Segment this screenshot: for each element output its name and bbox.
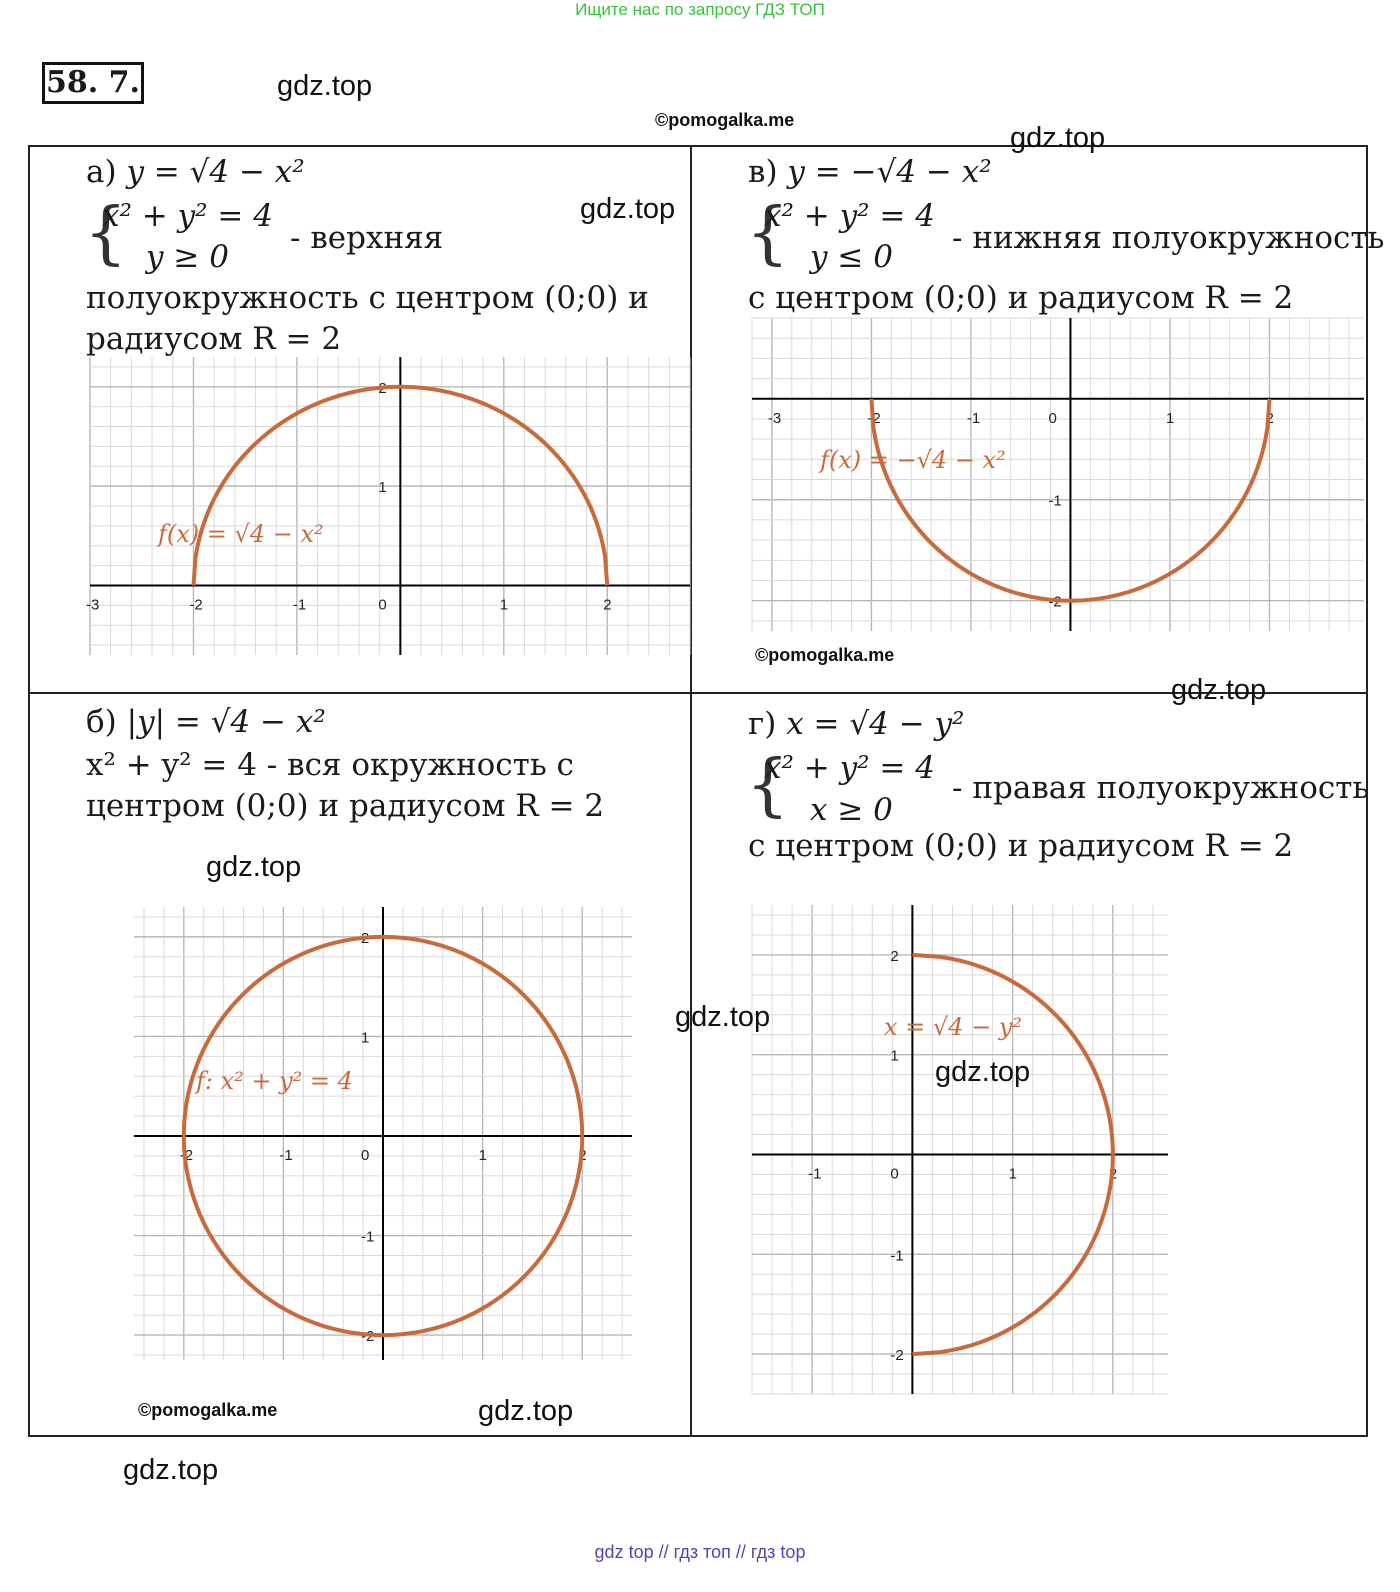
x-tick-label: -1 — [966, 409, 981, 427]
x-tick-label: 2 — [603, 596, 612, 614]
watermark: gdz.top — [277, 70, 373, 102]
x-tick-label: -1 — [808, 1165, 822, 1183]
graph-panel-d — [752, 905, 1168, 1394]
x-tick-label: -2 — [189, 596, 203, 614]
panel-c-desc2: с центром (0;0) и радиусом R = 2 — [748, 280, 1294, 316]
panel-d-brace: { — [746, 746, 790, 825]
y-tick-label: 1 — [890, 1047, 899, 1065]
x-tick-label: 1 — [1008, 1165, 1017, 1183]
watermark: gdz.top — [123, 1454, 219, 1486]
panel-d-system-line1: x² + y² = 4 — [764, 750, 935, 786]
y-tick-label: 1 — [361, 1029, 370, 1047]
panel-d-label: г) — [748, 706, 777, 742]
y-tick-label: 2 — [361, 929, 370, 947]
panel-d-system-line2: x ≥ 0 — [810, 792, 893, 828]
x-tick-label: 2 — [578, 1146, 587, 1164]
y-tick-label: -1 — [890, 1247, 904, 1265]
panel-d-desc2: с центром (0;0) и радиусом R = 2 — [748, 828, 1294, 864]
panel-c-equation: y = −√4 − x² — [787, 154, 992, 190]
panel-c-heading — [748, 152, 992, 193]
panel-a-label: а) — [86, 154, 117, 190]
panel-c-system-line2: y ≤ 0 — [810, 239, 893, 275]
y-tick-label: -2 — [890, 1347, 904, 1365]
y-tick-label: -2 — [1048, 593, 1062, 611]
watermark: gdz.top — [478, 1395, 574, 1427]
y-tick-label: -1 — [361, 1228, 375, 1246]
copyright: ©pomogalka.me — [138, 1400, 278, 1420]
y-tick-label: 1 — [378, 479, 387, 497]
graph-panel-a — [86, 357, 690, 655]
horizontal-divider — [28, 692, 1366, 694]
watermark: gdz.top — [1171, 674, 1267, 706]
panel-d-desc1: - правая полуокружность — [952, 770, 1370, 806]
graph-panel-c — [752, 318, 1364, 631]
panel-c-label: в) — [748, 154, 778, 190]
panel-b-label: б) — [86, 704, 117, 740]
graph-panel-b — [134, 907, 632, 1360]
panel-c-brace: { — [746, 194, 790, 273]
x-tick-label: 1 — [499, 596, 509, 614]
panel-b-equation: |y| = √4 − x² — [126, 704, 326, 740]
watermark: gdz.top — [935, 1056, 1031, 1088]
watermark: gdz.top — [675, 1001, 771, 1033]
panel-b-desc1: x² + y² = 4 - вся окружность с — [86, 747, 574, 783]
x-tick-label: 1 — [478, 1146, 487, 1164]
x-tick-label: 0 — [890, 1165, 899, 1183]
vertical-divider — [690, 145, 692, 1435]
panel-c-desc1: - нижняя полуокружность — [952, 220, 1385, 256]
x-tick-label: 0 — [378, 596, 387, 614]
panel-a-heading — [86, 152, 305, 193]
footer-links[interactable]: gdz top // гдз топ // гдз top — [594, 1542, 806, 1562]
x-tick-label: 0 — [1048, 409, 1057, 427]
panel-a-desc2: полуокружность с центром (0;0) и — [86, 280, 649, 316]
function-label: f: x² + y² = 4 — [196, 1067, 353, 1095]
copyright: ©pomogalka.me — [655, 110, 795, 130]
panel-d-equation: x = √4 − y² — [786, 706, 965, 742]
x-tick-label: -1 — [292, 596, 307, 614]
function-label: f(x) = √4 − x² — [158, 520, 324, 548]
problem-number: 58. 7. — [42, 62, 144, 104]
x-tick-label: -1 — [279, 1146, 293, 1164]
y-tick-label: 2 — [378, 379, 387, 397]
x-tick-label: -3 — [767, 409, 782, 427]
x-tick-label: 2 — [1108, 1165, 1118, 1183]
panel-a-system-line1: x² + y² = 4 — [102, 198, 273, 234]
panel-a-desc3: радиусом R = 2 — [86, 321, 342, 357]
watermark: gdz.top — [206, 851, 302, 883]
panel-b-heading — [86, 702, 326, 743]
x-tick-label: -3 — [86, 596, 100, 614]
x-tick-label: 0 — [361, 1146, 370, 1164]
search-banner[interactable]: Ищите нас по запросу ГДЗ ТОП — [575, 0, 825, 19]
panel-d-heading — [748, 704, 964, 745]
panel-a-brace: { — [84, 194, 128, 273]
copyright: ©pomogalka.me — [755, 645, 895, 665]
watermark: gdz.top — [1010, 122, 1106, 154]
panel-a-equation: y = √4 − x² — [126, 154, 305, 190]
y-tick-label: -1 — [1048, 492, 1062, 510]
x-tick-label: -2 — [867, 409, 881, 427]
panel-b-desc2: центром (0;0) и радиусом R = 2 — [86, 788, 605, 824]
x-tick-label: 1 — [1165, 409, 1175, 427]
function-label: f(x) = −√4 − x² — [820, 446, 1006, 474]
panel-c-system-line1: x² + y² = 4 — [764, 198, 935, 234]
x-tick-label: 2 — [1265, 409, 1274, 427]
panel-a-system-line2: y ≥ 0 — [146, 239, 229, 275]
y-tick-label: 2 — [890, 947, 899, 965]
watermark: gdz.top — [580, 193, 676, 225]
x-tick-label: -2 — [179, 1146, 194, 1164]
y-tick-label: -2 — [361, 1328, 375, 1346]
panel-a-desc1: - верхняя — [290, 220, 444, 256]
function-label: x = √4 − y² — [884, 1013, 1023, 1041]
